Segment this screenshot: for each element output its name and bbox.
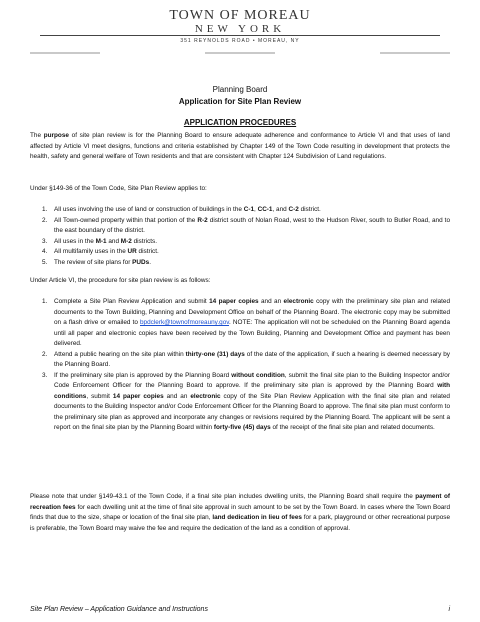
purpose-paragraph: The purpose of site plan review is for the Planning Board to ensure adequate adherence and conformance to Article VI and that uses of land affected by Article VI meet designs, functions and criteria established by Chapter 149 of the Town Code resulting in development that protects the health, safety and general welfare of Town residents and that are consistent with Chapter 124 Subdivision of Land regulations. xyxy=(30,132,450,160)
list-item: 1. All uses involving the use of land or construction of buildings in the C-1, CC-1, and C-2 district. xyxy=(42,206,321,213)
letterhead-state: NEW YORK xyxy=(194,23,286,35)
contact-strip-center xyxy=(205,52,275,54)
board-heading: Planning Board xyxy=(212,85,268,94)
letterhead-town: TOWN OF MOREAU xyxy=(169,8,311,23)
recreation-fee-note: Please note that under §149-43.1 of the Town Code, if a final site plan includes dwelling units, the Planning Board shall require the payment of recreation fees for each dwelling unit at the time of final site approval in such amount to be set by the Town Board. In cases where the Town Board finds that due to the size, shape or location of the final site plan, land dedication in lieu of fees for a park, playground or other recreational purpose is preferable, the Town Board may waive the fee and require the dedication of the land as a condition of approval. xyxy=(30,493,450,532)
list-item: 4. All multifamily uses in the UR district. xyxy=(42,248,159,255)
letterhead-address: 351 REYNOLDS ROAD • MOREAU, NY xyxy=(180,38,300,44)
list-item: 3. If the preliminary site plan is approved by the Planning Board without condition, submit the final site plan to the Building Inspector and/or Code Enforcement Officer for the Planning Board to approve. If the preliminary site plan is approved by the Planning Board with conditions, submit 14 paper copies and an electronic copy of the Site Plan Review Application with the final site plan and related documents to the Building Inspector and/or Code Enforcement Officer for the Planning Board to approve. The final site plan must conform to the preliminary site plan as approved and incorporate any changes or revisions required by the Planning Board. The applicant will be sent a report on the final site plan by the Planning Board within forty-five (45) days of the receipt of the final site plan and related documents. xyxy=(42,371,450,431)
applies-intro: Under §149-36 of the Town Code, Site Plan Review applies to: xyxy=(30,185,207,192)
letterhead-rule xyxy=(40,35,440,36)
letterhead-contact-strip xyxy=(30,50,450,56)
list-item: 2. All Town-owned property within that portion of the R-2 district south of Nolan Road, west to the Hudson River, south to Butler Road, and to the east boundary of the district. xyxy=(42,216,450,234)
procedure-intro: Under Article VI, the procedure for site plan review is as follows: xyxy=(30,277,211,284)
list-item: 3. All uses in the M-1 and M-2 districts. xyxy=(42,237,158,245)
applies-list xyxy=(42,205,450,268)
list-item: 5. The review of site plans for PUDs. xyxy=(42,258,151,266)
contact-strip-left xyxy=(30,52,100,54)
letterhead xyxy=(0,8,480,44)
clerk-email-link[interactable]: bpdclerk@townofmoreauny.gov xyxy=(139,319,230,326)
section-heading: APPLICATION PROCEDURES xyxy=(183,118,297,127)
page-footer xyxy=(30,606,450,613)
footer-title: Site Plan Review – Application Guidance and Instructions xyxy=(30,606,208,613)
contact-strip-right xyxy=(380,52,450,54)
page-number: i xyxy=(448,606,450,613)
purpose-keyword: purpose xyxy=(43,132,69,139)
application-title: Application for Site Plan Review xyxy=(178,97,302,106)
list-item: 2. Attend a public hearing on the site plan within thirty-one (31) days of the date of the application, if such a hearing is deemed necessary by the Planning Board. xyxy=(42,350,450,368)
list-item: 1. Complete a Site Plan Review Application and submit 14 paper copies and an electronic copy with the preliminary site plan and related documents to the Town Building, Planning and Development Office on behalf of the Planning Board. The electronic copy may be submitted on a flash drive or emailed to bpdclerk@townofmoreauny.gov. NOTE: The application will not be scheduled on the Planning Board agenda until all paper and electronic copies have been received by the Town Building, Planning and Development Office and payment has been delivered. xyxy=(42,298,450,347)
procedure-list xyxy=(42,297,450,434)
